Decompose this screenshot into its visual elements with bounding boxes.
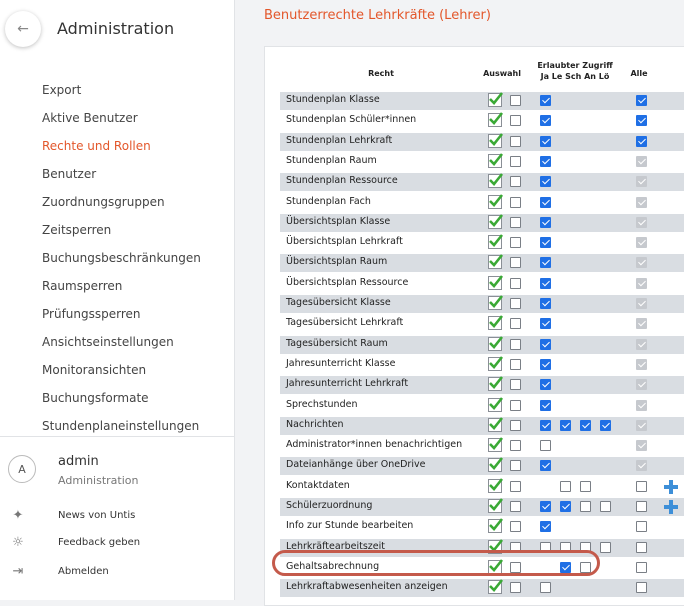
alle-checkbox[interactable] <box>636 562 647 573</box>
permission-label: Sprechstunden <box>286 398 358 410</box>
sidebar-item[interactable]: Buchungsformate <box>42 391 149 405</box>
sidebar-item[interactable]: Raumsperren <box>42 279 123 293</box>
alle-checkbox[interactable] <box>636 582 647 593</box>
sidebar-item[interactable]: Zeitsperren <box>42 223 112 237</box>
permission-label: Übersichtsplan Ressource <box>286 276 409 288</box>
permission-label: Dateianhänge über OneDrive <box>286 459 426 471</box>
select-checkbox[interactable] <box>510 95 521 106</box>
sidebar-item[interactable]: Ansichtseinstellungen <box>42 335 174 349</box>
alle-checkbox[interactable] <box>636 460 647 471</box>
table-row <box>280 234 684 252</box>
select-checkbox[interactable] <box>510 278 521 289</box>
table-row <box>280 133 684 151</box>
select-checkbox[interactable] <box>510 318 521 329</box>
table-row <box>280 397 684 415</box>
back-button[interactable] <box>5 11 41 47</box>
header-auswahl: Auswahl <box>483 69 521 78</box>
table-row <box>280 214 684 232</box>
sidebar-item[interactable]: Stundenplaneinstellungen <box>42 419 200 433</box>
permission-label: Tagesübersicht Raum <box>286 337 388 349</box>
select-checkbox[interactable] <box>510 257 521 268</box>
alle-checkbox[interactable] <box>636 359 647 370</box>
select-check-icon[interactable] <box>488 296 502 310</box>
user-role: Administration <box>58 474 139 487</box>
access-checkbox[interactable] <box>540 460 551 471</box>
alle-checkbox[interactable] <box>636 400 647 411</box>
select-checkbox[interactable] <box>510 237 521 248</box>
alle-checkbox[interactable] <box>636 115 647 126</box>
logout-button[interactable] <box>0 563 234 583</box>
permission-label: Stundenplan Schüler*innen <box>286 114 417 126</box>
sidebar-item[interactable]: Aktive Benutzer <box>42 111 138 125</box>
alle-checkbox[interactable] <box>636 217 647 228</box>
permission-label: Administrator*innen benachrichtigen <box>286 439 463 451</box>
footer-label: Abmelden <box>58 566 109 577</box>
alle-checkbox[interactable] <box>636 339 647 350</box>
select-check-icon[interactable] <box>488 113 502 127</box>
table-row <box>280 518 684 536</box>
table-row <box>280 478 684 496</box>
select-check-icon[interactable] <box>488 519 502 533</box>
select-checkbox[interactable] <box>510 115 521 126</box>
access-checkbox[interactable] <box>600 501 611 512</box>
access-checkbox[interactable] <box>580 420 591 431</box>
permission-label: Stundenplan Lehrkraft <box>286 134 393 146</box>
header-zugriff-columns: Ja Le Sch An Lö <box>540 72 610 81</box>
alle-checkbox[interactable] <box>636 156 647 167</box>
select-checkbox[interactable] <box>510 197 521 208</box>
permission-label: Stundenplan Klasse <box>286 94 380 105</box>
select-checkbox[interactable] <box>510 481 521 492</box>
access-checkbox[interactable] <box>560 420 571 431</box>
divider <box>0 436 234 437</box>
permission-label: Übersichtsplan Klasse <box>286 215 391 227</box>
permission-label: Tagesübersicht Klasse <box>286 297 391 308</box>
table-row <box>280 92 684 110</box>
alle-checkbox[interactable] <box>636 318 647 329</box>
select-check-icon[interactable] <box>488 276 502 290</box>
footer-label: Feedback geben <box>58 537 141 548</box>
alle-checkbox[interactable] <box>636 542 647 553</box>
sidebar-item[interactable]: Benutzer <box>42 167 97 181</box>
select-check-icon[interactable] <box>488 458 502 472</box>
access-checkbox[interactable] <box>540 420 551 431</box>
select-checkbox[interactable] <box>510 400 521 411</box>
user-name: admin <box>58 454 99 469</box>
table-row <box>280 336 684 354</box>
select-checkbox[interactable] <box>510 521 521 532</box>
select-checkbox[interactable] <box>510 339 521 350</box>
access-checkbox[interactable] <box>560 481 571 492</box>
table-row <box>280 112 684 130</box>
avatar[interactable]: A <box>8 455 36 483</box>
permission-label: Tagesübersicht Lehrkraft <box>286 317 404 329</box>
alle-checkbox[interactable] <box>636 420 647 431</box>
access-checkbox[interactable] <box>540 318 551 329</box>
sidebar-item[interactable]: Zuordnungsgruppen <box>42 195 165 209</box>
access-checkbox[interactable] <box>540 115 551 126</box>
sidebar-item[interactable]: Export <box>42 83 82 97</box>
lightbulb-icon: ☼ <box>12 535 24 550</box>
header-recht: Recht <box>368 69 394 78</box>
table-row <box>280 315 684 333</box>
app-title: Administration <box>57 19 175 38</box>
sidebar-item[interactable]: Monitoransichten <box>42 363 147 377</box>
access-checkbox[interactable] <box>540 440 551 451</box>
alle-checkbox[interactable] <box>636 197 647 208</box>
header-zugriff: Erlaubter Zugriff <box>537 61 613 70</box>
alle-checkbox[interactable] <box>636 136 647 147</box>
access-checkbox[interactable] <box>540 278 551 289</box>
table-row <box>280 457 684 475</box>
alle-checkbox[interactable] <box>636 298 647 309</box>
table-row <box>280 173 684 191</box>
select-checkbox[interactable] <box>510 420 521 431</box>
select-check-icon[interactable] <box>488 357 502 371</box>
table-row <box>280 417 684 435</box>
permission-label: Kontaktdaten <box>286 479 350 491</box>
select-checkbox[interactable] <box>510 176 521 187</box>
select-check-icon[interactable] <box>488 93 502 107</box>
table-row <box>280 275 684 293</box>
alle-checkbox[interactable] <box>636 95 647 106</box>
plus-icon[interactable] <box>664 480 678 494</box>
select-check-icon[interactable] <box>488 174 502 188</box>
table-row <box>280 437 684 455</box>
access-checkbox[interactable] <box>540 237 551 248</box>
alle-checkbox[interactable] <box>636 481 647 492</box>
plus-icon[interactable] <box>664 500 678 514</box>
access-checkbox[interactable] <box>540 95 551 106</box>
alle-checkbox[interactable] <box>636 237 647 248</box>
access-checkbox[interactable] <box>540 197 551 208</box>
arrow-left-icon: ← <box>17 21 29 37</box>
select-check-icon[interactable] <box>488 134 502 148</box>
select-check-icon[interactable] <box>488 316 502 330</box>
permission-label: Stundenplan Ressource <box>286 175 398 187</box>
select-check-icon[interactable] <box>488 499 502 513</box>
access-checkbox[interactable] <box>540 176 551 187</box>
select-checkbox[interactable] <box>510 298 521 309</box>
table-row <box>280 356 684 374</box>
select-check-icon[interactable] <box>488 255 502 269</box>
permission-label: Lehrkraftabwesenheiten anzeigen <box>286 581 448 593</box>
select-checkbox[interactable] <box>510 217 521 228</box>
access-checkbox[interactable] <box>540 156 551 167</box>
access-checkbox[interactable] <box>540 217 551 228</box>
select-check-icon[interactable] <box>488 235 502 249</box>
select-check-icon[interactable] <box>488 418 502 432</box>
table-row <box>280 254 684 272</box>
select-check-icon[interactable] <box>488 580 502 594</box>
access-checkbox[interactable] <box>580 501 591 512</box>
select-checkbox[interactable] <box>510 440 521 451</box>
select-check-icon[interactable] <box>488 337 502 351</box>
footer-label: News von Untis <box>58 510 136 521</box>
select-checkbox[interactable] <box>510 460 521 471</box>
header-alle: Alle <box>630 69 648 78</box>
rocket-icon: ✦ <box>12 508 24 523</box>
select-checkbox[interactable] <box>510 136 521 147</box>
table-row <box>280 295 684 313</box>
permission-label: Jahresunterricht Lehrkraft <box>286 378 409 390</box>
access-checkbox[interactable] <box>540 582 551 593</box>
permission-label: Stundenplan Raum <box>286 154 377 166</box>
logout-icon: ⇥ <box>12 564 24 579</box>
select-check-icon[interactable] <box>488 215 502 229</box>
permission-label: Schülerzuordnung <box>286 500 373 511</box>
select-checkbox[interactable] <box>510 379 521 390</box>
access-checkbox[interactable] <box>540 257 551 268</box>
access-checkbox[interactable] <box>540 501 551 512</box>
alle-checkbox[interactable] <box>636 257 647 268</box>
select-checkbox[interactable] <box>510 156 521 167</box>
select-checkbox[interactable] <box>510 582 521 593</box>
feedback-button[interactable] <box>0 534 234 554</box>
access-checkbox[interactable] <box>540 298 551 309</box>
access-checkbox[interactable] <box>540 400 551 411</box>
sidebar-item[interactable]: Rechte und Rollen <box>42 139 151 153</box>
permission-label: Übersichtsplan Raum <box>286 256 388 268</box>
select-check-icon[interactable] <box>488 377 502 391</box>
permission-label: Jahresunterricht Klasse <box>286 357 396 369</box>
table-row <box>280 579 684 597</box>
permission-label: Nachrichten <box>286 418 344 430</box>
permission-label: Stundenplan Fach <box>286 195 371 207</box>
sidebar-item[interactable]: Prüfungssperren <box>42 307 141 321</box>
access-checkbox[interactable] <box>600 420 611 431</box>
permission-label: Lehrkräftearbeitszeit <box>286 540 385 552</box>
access-checkbox[interactable] <box>600 542 611 553</box>
sidebar <box>0 0 235 600</box>
alle-checkbox[interactable] <box>636 176 647 187</box>
permission-label: Übersichtsplan Lehrkraft <box>286 236 403 248</box>
table-row <box>280 498 684 516</box>
select-check-icon[interactable] <box>488 195 502 209</box>
page-title: Benutzerrechte Lehrkräfte (Lehrer) <box>264 8 491 23</box>
alle-checkbox[interactable] <box>636 501 647 512</box>
table-row <box>280 153 684 171</box>
table-row <box>280 376 684 394</box>
highlight-annotation <box>272 550 600 576</box>
select-check-icon[interactable] <box>488 154 502 168</box>
sidebar-menu <box>0 78 234 442</box>
table-row <box>280 194 684 212</box>
access-checkbox[interactable] <box>540 379 551 390</box>
alle-checkbox[interactable] <box>636 521 647 532</box>
access-checkbox[interactable] <box>580 481 591 492</box>
select-check-icon[interactable] <box>488 438 502 452</box>
sidebar-item[interactable]: Buchungsbeschränkungen <box>42 251 201 265</box>
access-checkbox[interactable] <box>540 339 551 350</box>
select-check-icon[interactable] <box>488 479 502 493</box>
select-checkbox[interactable] <box>510 501 521 512</box>
select-check-icon[interactable] <box>488 398 502 412</box>
access-checkbox[interactable] <box>540 521 551 532</box>
alle-checkbox[interactable] <box>636 440 647 451</box>
permission-label: Gehaltsabrechnung <box>286 560 380 572</box>
alle-checkbox[interactable] <box>636 278 647 289</box>
select-checkbox[interactable] <box>510 359 521 370</box>
access-checkbox[interactable] <box>560 501 571 512</box>
permission-label: Info zur Stunde bearbeiten <box>286 520 414 532</box>
access-checkbox[interactable] <box>540 136 551 147</box>
access-checkbox[interactable] <box>540 359 551 370</box>
news-button[interactable] <box>0 507 234 527</box>
alle-checkbox[interactable] <box>636 379 647 390</box>
